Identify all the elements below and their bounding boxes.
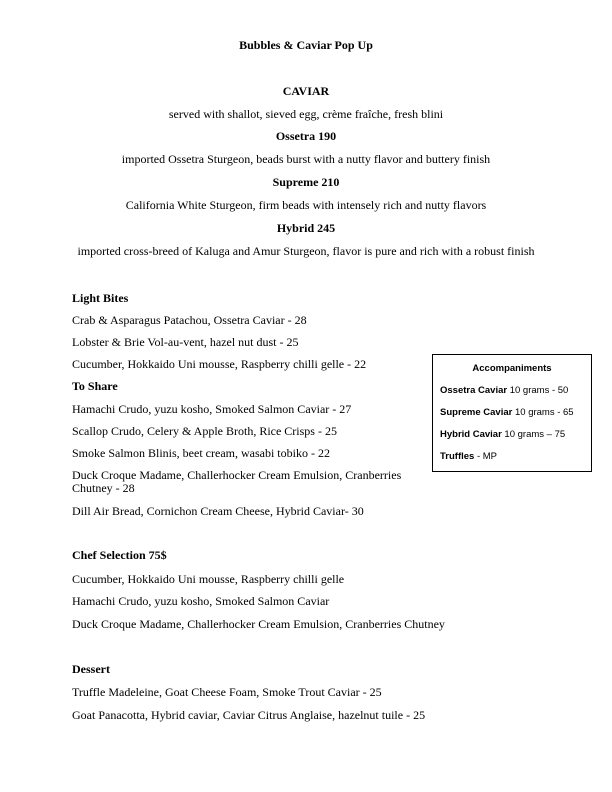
accompaniment-item <box>440 429 565 440</box>
accompaniment-detail: 10 grams - 50 <box>507 385 569 396</box>
menu-item: Dill Air Bread, Cornichon Cream Cheese, Hybrid Caviar- 30 <box>72 504 364 518</box>
accompaniment-detail: 10 grams – 75 <box>501 429 566 440</box>
caviar-item-desc: imported Ossetra Sturgeon, beads burst with a nutty flavor and buttery finish <box>121 152 491 166</box>
accompaniment-name: Hybrid Caviar <box>440 429 502 440</box>
menu-item: Cucumber, Hokkaido Uni mousse, Raspberry chilli gelle - 22 <box>72 357 367 371</box>
accompaniment-name: Truffles <box>440 451 475 462</box>
menu-item: Smoke Salmon Blinis, beet cream, wasabi tobiko - 22 <box>72 446 330 460</box>
menu-item: Cucumber, Hokkaido Uni mousse, Raspberry chilli gelle <box>72 572 345 586</box>
menu-item: Duck Croque Madame, Challerhocker Cream Emulsion, Cranberries Chutney - 28 <box>72 468 402 495</box>
menu-item: Hamachi Crudo, yuzu kosho, Smoked Salmon Caviar <box>72 594 330 608</box>
accompaniments-heading: Accompaniments <box>472 363 552 374</box>
light-bites-heading: Light Bites <box>72 291 129 305</box>
accompaniment-detail: - MP <box>474 451 498 462</box>
accompaniment-detail: 10 grams - 65 <box>512 407 574 418</box>
to-share-heading: To Share <box>72 379 118 393</box>
caviar-item-desc: imported cross-breed of Kaluga and Amur Sturgeon, flavor is pure and rich with a robust finish <box>77 244 535 258</box>
accompaniments-box <box>432 354 592 472</box>
menu-item: Scallop Crudo, Celery & Apple Broth, Rice Crisps - 25 <box>72 424 337 438</box>
caviar-item-desc: California White Sturgeon, firm beads with intensely rich and nutty flavors <box>125 198 487 212</box>
menu-item: Crab & Asparagus Patachou, Ossetra Caviar - 28 <box>72 313 307 327</box>
caviar-subtitle: served with shallot, sieved egg, crème fraîche, fresh blini <box>168 107 444 121</box>
accompaniment-name: Supreme Caviar <box>440 407 513 418</box>
accompaniment-item <box>440 451 497 462</box>
accompaniment-item <box>440 385 568 396</box>
caviar-item-name: Hybrid 245 <box>276 221 336 235</box>
accompaniment-name: Ossetra Caviar <box>440 385 508 396</box>
accompaniment-item <box>440 407 574 418</box>
dessert-heading: Dessert <box>72 662 110 676</box>
menu-item: Lobster & Brie Vol-au-vent, hazel nut dust - 25 <box>72 335 299 349</box>
menu-title: Bubbles & Caviar Pop Up <box>239 38 373 52</box>
chef-selection-heading: Chef Selection 75$ <box>72 548 167 562</box>
caviar-item-name: Supreme 210 <box>272 175 340 189</box>
caviar-item-name: Ossetra 190 <box>275 129 337 143</box>
caviar-heading: CAVIAR <box>282 84 330 98</box>
menu-item: Duck Croque Madame, Challerhocker Cream Emulsion, Cranberries Chutney <box>72 617 445 631</box>
menu-item: Hamachi Crudo, yuzu kosho, Smoked Salmon Caviar - 27 <box>72 402 352 416</box>
menu-item: Goat Panacotta, Hybrid caviar, Caviar Citrus Anglaise, hazelnut tuile - 25 <box>72 708 426 722</box>
menu-item: Truffle Madeleine, Goat Cheese Foam, Smoke Trout Caviar - 25 <box>72 685 382 699</box>
